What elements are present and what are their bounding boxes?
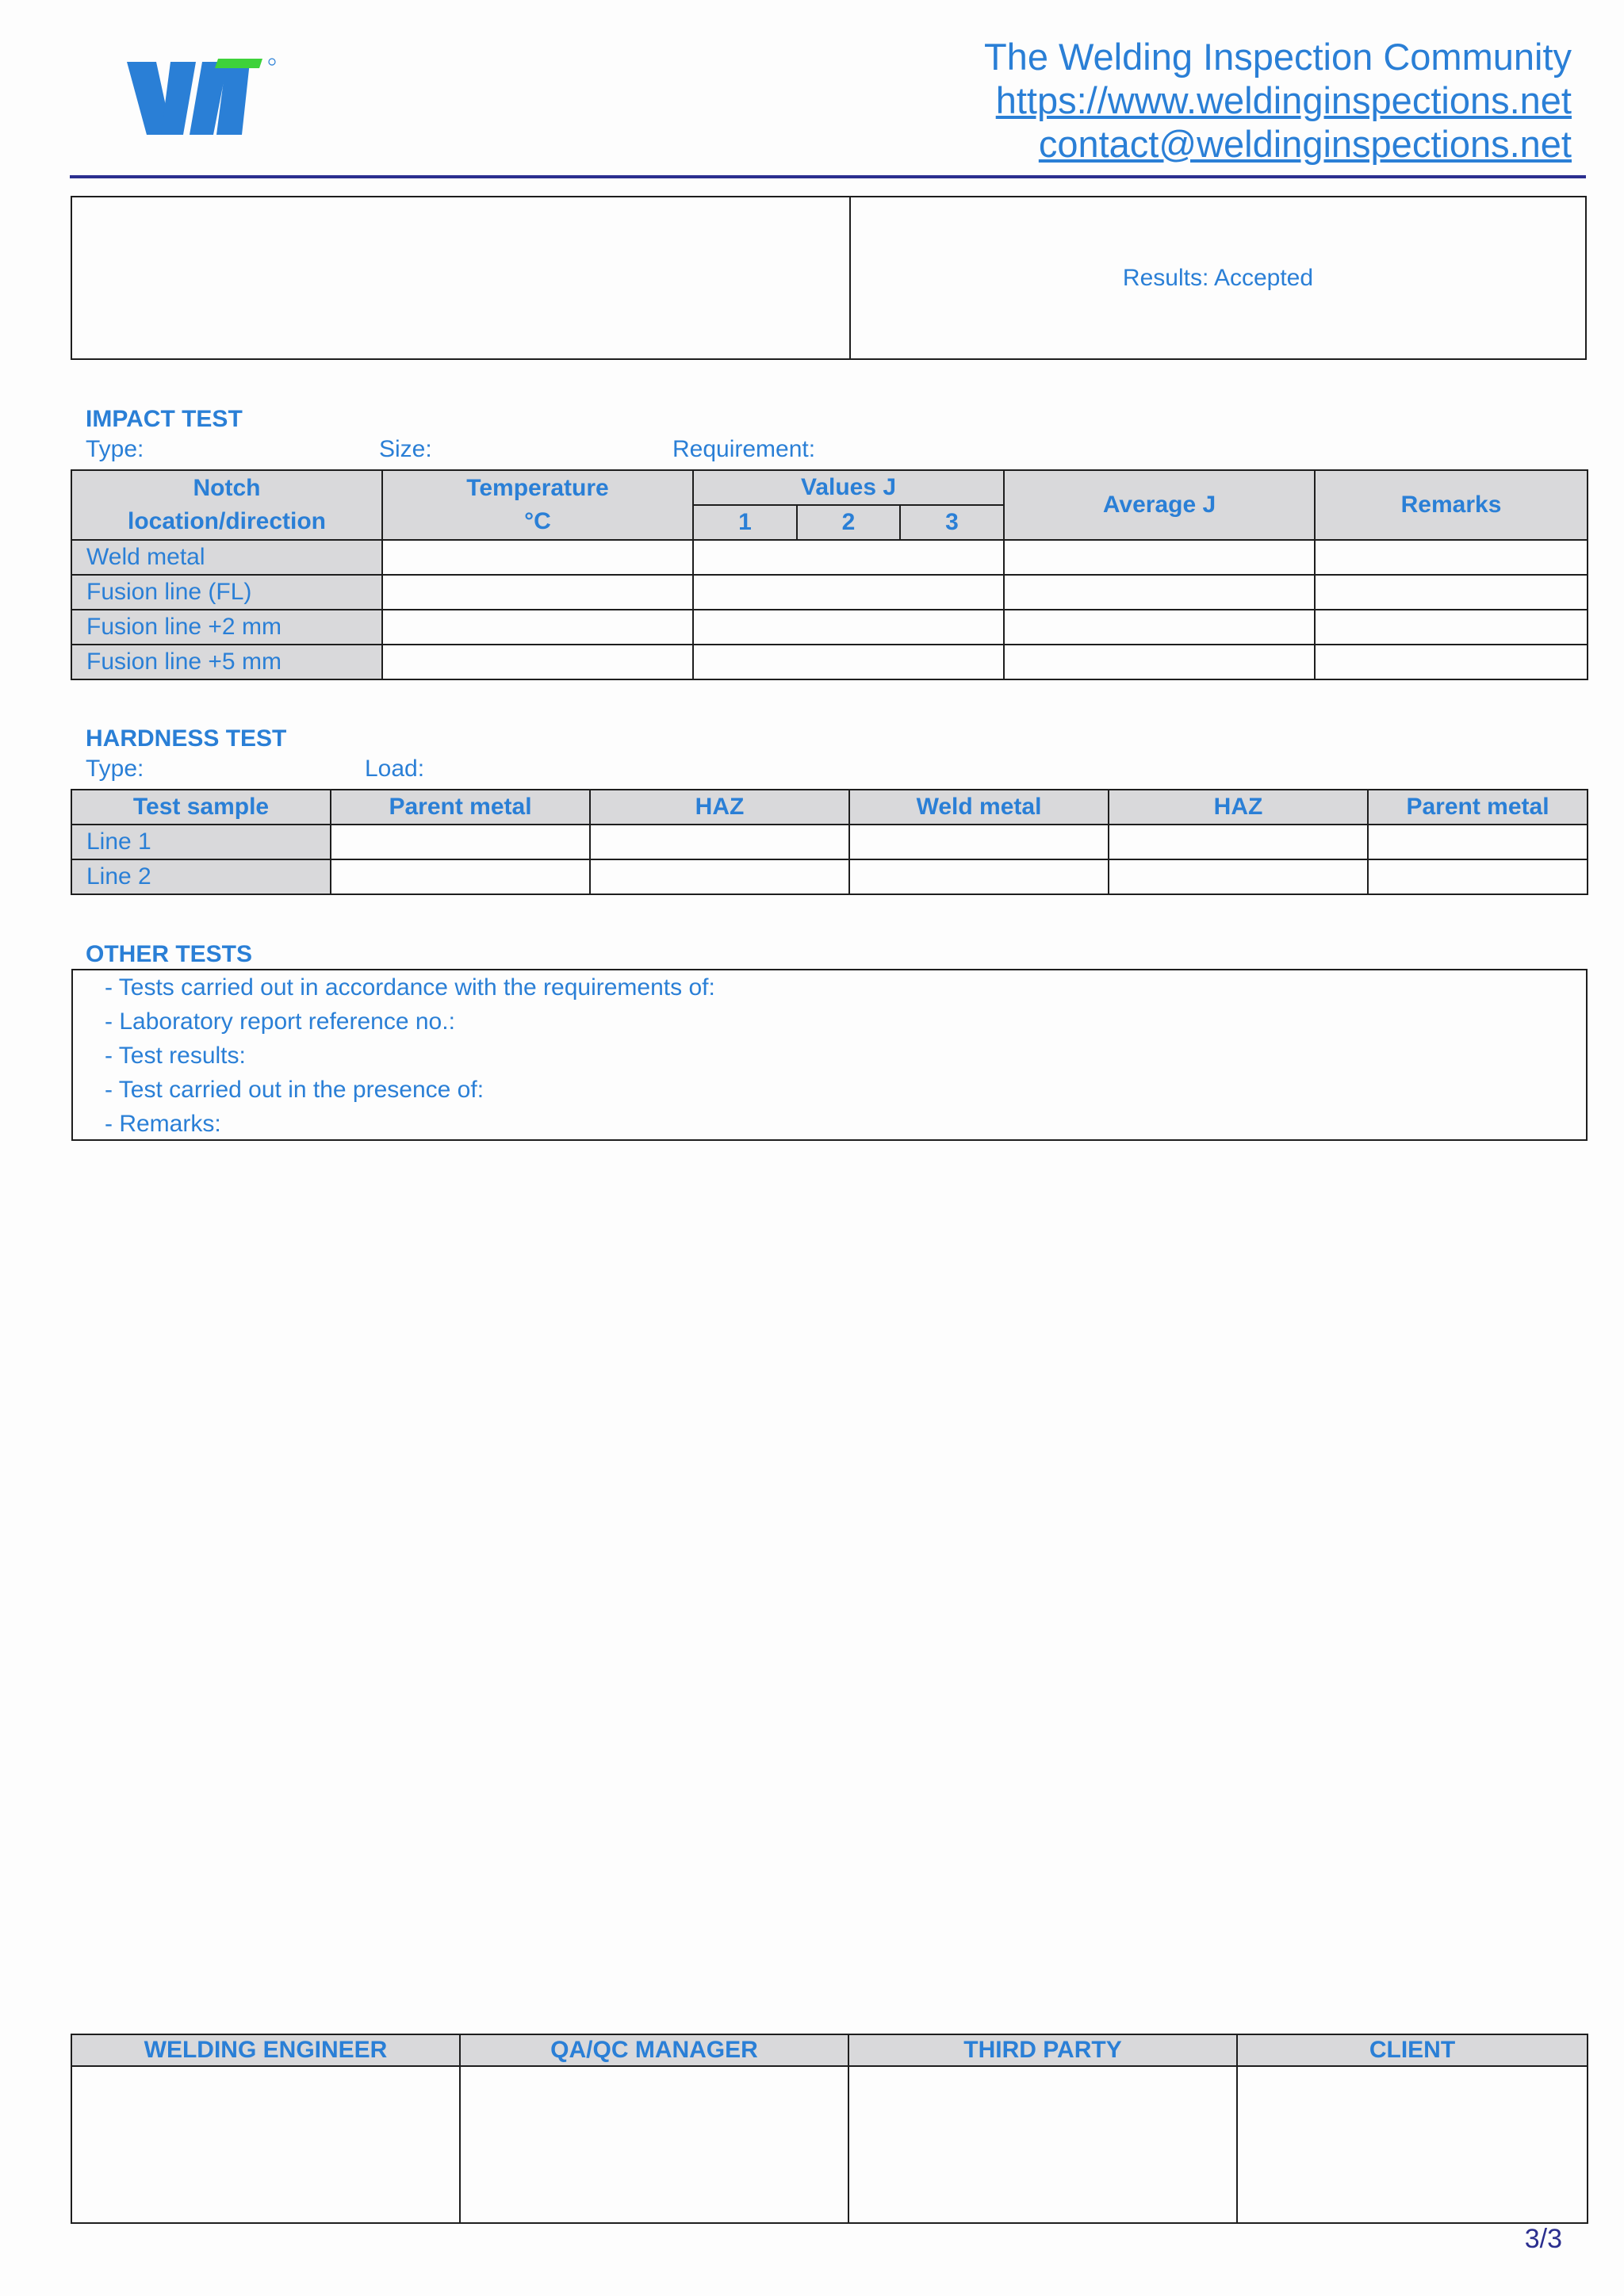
haz-header: HAZ: [590, 790, 849, 825]
email-link[interactable]: contact@weldinginspections.net: [1038, 123, 1572, 165]
impact-test-title: IMPACT TEST: [86, 406, 243, 432]
signature-field[interactable]: [460, 2066, 848, 2223]
notch-header-line2: location/direction: [127, 508, 327, 534]
temperature-header: [382, 470, 693, 540]
input-cell[interactable]: [331, 859, 590, 894]
input-cell[interactable]: [382, 575, 693, 610]
value-3-header: 3: [900, 505, 1004, 540]
impact-size-label: Size:: [379, 436, 432, 462]
input-cell[interactable]: [1315, 645, 1588, 679]
value-2-header: 2: [797, 505, 900, 540]
result-box-left: [71, 197, 850, 359]
input-cell[interactable]: [693, 575, 1004, 610]
signature-field[interactable]: [1237, 2066, 1588, 2223]
hardness-table: [71, 789, 1588, 895]
impact-row-label: Fusion line +5 mm: [71, 645, 382, 679]
wi-logo-icon: [123, 55, 282, 143]
input-cell[interactable]: [1315, 610, 1588, 645]
input-cell[interactable]: [1109, 859, 1368, 894]
table-row: [71, 610, 1588, 645]
result-box: [71, 196, 1587, 360]
list-item: - Remarks:: [105, 1111, 221, 1137]
input-cell[interactable]: [382, 540, 693, 575]
welding-engineer-header: WELDING ENGINEER: [71, 2034, 460, 2066]
value-1-header: 1: [693, 505, 797, 540]
hardness-load-label: Load:: [365, 756, 425, 782]
notch-header: [71, 470, 382, 540]
input-cell[interactable]: [693, 540, 1004, 575]
input-cell[interactable]: [1109, 825, 1368, 859]
input-cell[interactable]: [849, 859, 1109, 894]
impact-row-label: Fusion line (FL): [71, 575, 382, 610]
other-tests-title: OTHER TESTS: [86, 941, 253, 967]
input-cell[interactable]: [590, 859, 849, 894]
input-cell[interactable]: [849, 825, 1109, 859]
results-cell: Results: Accepted: [850, 197, 1586, 359]
signature-field[interactable]: [71, 2066, 460, 2223]
header-divider: [70, 175, 1586, 178]
table-row: [71, 645, 1588, 679]
input-cell[interactable]: [693, 610, 1004, 645]
remarks-header: Remarks: [1315, 470, 1588, 540]
average-header: Average J: [1004, 470, 1315, 540]
signature-field[interactable]: [848, 2066, 1237, 2223]
list-item: - Tests carried out in accordance with the requirements of:: [105, 974, 715, 1001]
signature-table: [71, 2034, 1588, 2224]
input-cell[interactable]: [1315, 575, 1588, 610]
input-cell[interactable]: [331, 825, 590, 859]
input-cell[interactable]: [1368, 825, 1588, 859]
impact-row-label: Weld metal: [71, 540, 382, 575]
input-cell[interactable]: [1368, 859, 1588, 894]
list-item: - Test carried out in the presence of:: [105, 1077, 485, 1103]
other-tests-box: [71, 969, 1588, 1141]
test-sample-header: Test sample: [71, 790, 331, 825]
hardness-row-label: Line 1: [71, 825, 331, 859]
input-cell[interactable]: [1004, 540, 1315, 575]
input-cell[interactable]: [382, 645, 693, 679]
hardness-type-label: Type:: [86, 756, 144, 782]
notch-header-line1: Notch: [193, 475, 261, 501]
input-cell[interactable]: [1315, 540, 1588, 575]
client-header: CLIENT: [1237, 2034, 1588, 2066]
hardness-test-title: HARDNESS TEST: [86, 725, 287, 752]
page-number: 3/3: [1524, 2224, 1562, 2254]
input-cell[interactable]: [1004, 645, 1315, 679]
header-title: The Welding Inspection Community: [983, 36, 1572, 78]
impact-requirement-label: Requirement:: [672, 436, 816, 462]
impact-type-label: Type:: [86, 436, 144, 462]
table-row: [71, 859, 1588, 894]
table-row: [71, 540, 1588, 575]
list-item: - Laboratory report reference no.:: [105, 1008, 455, 1035]
temperature-header-line2: °C: [524, 508, 551, 534]
table-row: [71, 575, 1588, 610]
input-cell[interactable]: [590, 825, 849, 859]
parent-metal-header: Parent metal: [1368, 790, 1588, 825]
haz-header: HAZ: [1109, 790, 1368, 825]
table-row: [71, 825, 1588, 859]
hardness-row-label: Line 2: [71, 859, 331, 894]
third-party-header: THIRD PARTY: [848, 2034, 1237, 2066]
input-cell[interactable]: [1004, 575, 1315, 610]
qaqc-manager-header: QA/QC MANAGER: [460, 2034, 848, 2066]
parent-metal-header: Parent metal: [331, 790, 590, 825]
input-cell[interactable]: [693, 645, 1004, 679]
weld-metal-header: Weld metal: [849, 790, 1109, 825]
temperature-header-line1: Temperature: [466, 475, 609, 501]
impact-row-label: Fusion line +2 mm: [71, 610, 382, 645]
list-item: - Test results:: [105, 1043, 246, 1069]
website-link[interactable]: https://www.weldinginspections.net: [995, 79, 1572, 121]
impact-table: [71, 469, 1588, 680]
values-header: Values J: [693, 470, 1004, 505]
input-cell[interactable]: [382, 610, 693, 645]
input-cell[interactable]: [1004, 610, 1315, 645]
